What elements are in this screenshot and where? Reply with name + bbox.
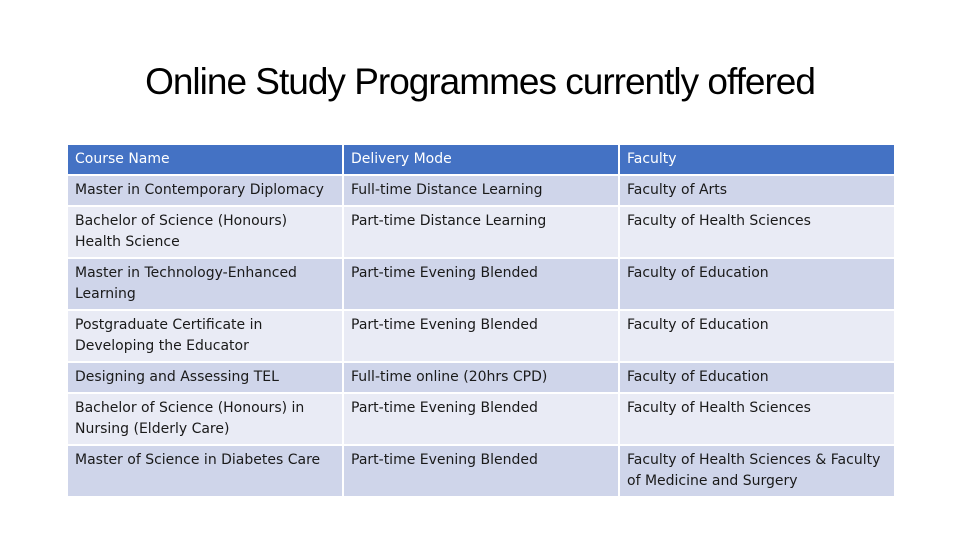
delivery-mode-cell: Full-time online (20hrs CPD) [343, 362, 619, 393]
faculty-cell: Faculty of Education [619, 310, 895, 362]
course-name-cell: Bachelor of Science (Honours) Health Science [67, 206, 343, 258]
course-name-cell: Postgraduate Certificate in Developing the Educator [67, 310, 343, 362]
faculty-cell: Faculty of Education [619, 258, 895, 310]
delivery-mode-cell: Part-time Evening Blended [343, 445, 619, 497]
table-row [67, 258, 895, 310]
faculty-cell: Faculty of Arts [619, 175, 895, 206]
page-title: Online Study Programmes currently offered [145, 61, 815, 102]
table-row [67, 206, 895, 258]
column-header-delivery-mode: Delivery Mode [343, 144, 619, 175]
delivery-mode-cell: Part-time Evening Blended [343, 393, 619, 445]
delivery-mode-cell: Part-time Evening Blended [343, 258, 619, 310]
column-header-faculty: Faculty [619, 144, 895, 175]
course-name-cell: Master in Contemporary Diplomacy [67, 175, 343, 206]
course-name-cell: Designing and Assessing TEL [67, 362, 343, 393]
programmes-table [66, 143, 896, 498]
table-row [67, 393, 895, 445]
faculty-cell: Faculty of Health Sciences [619, 393, 895, 445]
table-row [67, 175, 895, 206]
course-name-cell: Bachelor of Science (Honours) in Nursing (Elderly Care) [67, 393, 343, 445]
faculty-cell: Faculty of Education [619, 362, 895, 393]
column-header-course-name: Course Name [67, 144, 343, 175]
delivery-mode-cell: Full-time Distance Learning [343, 175, 619, 206]
delivery-mode-cell: Part-time Evening Blended [343, 310, 619, 362]
delivery-mode-cell: Part-time Distance Learning [343, 206, 619, 258]
table-row [67, 445, 895, 497]
table-row [67, 310, 895, 362]
table-header-row [67, 144, 895, 175]
course-name-cell: Master in Technology-Enhanced Learning [67, 258, 343, 310]
table-row [67, 362, 895, 393]
faculty-cell: Faculty of Health Sciences [619, 206, 895, 258]
faculty-cell: Faculty of Health Sciences & Faculty of Medicine and Surgery [619, 445, 895, 497]
course-name-cell: Master of Science in Diabetes Care [67, 445, 343, 497]
